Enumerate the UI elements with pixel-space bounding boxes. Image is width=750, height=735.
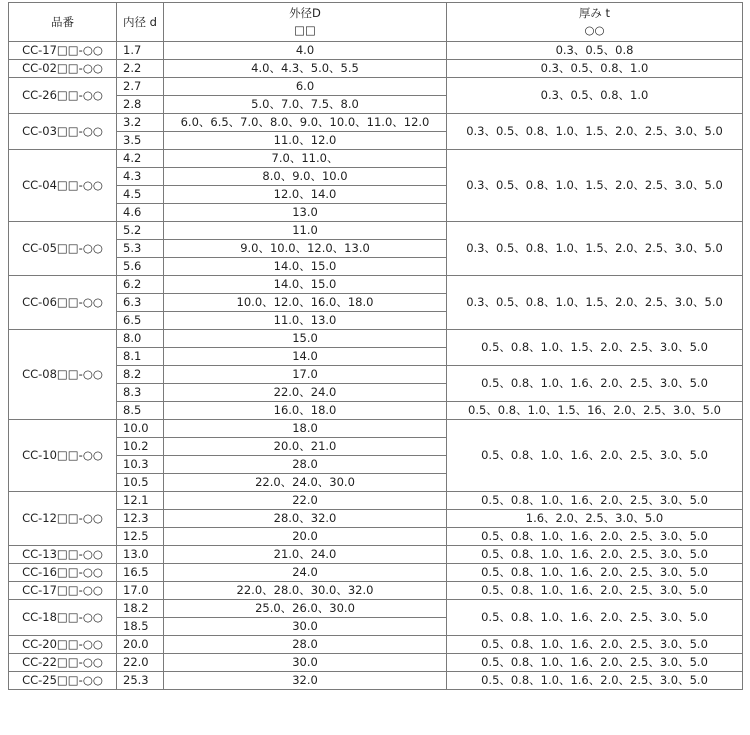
outer-diameter-cell: 20.0	[164, 528, 447, 546]
table-row	[9, 546, 743, 564]
outer-diameter-cell: 22.0、24.0、30.0	[164, 474, 447, 492]
outer-diameter-cell: 11.0、12.0	[164, 132, 447, 150]
thickness-cell: 0.5、0.8、1.0、1.5、2.0、2.5、3.0、5.0	[447, 330, 743, 366]
table-row	[9, 222, 743, 240]
header-code: 品番	[9, 3, 117, 42]
thickness-cell: 0.5、0.8、1.0、1.6、2.0、2.5、3.0、5.0	[447, 600, 743, 636]
thickness-cell: 0.3、0.5、0.8、1.0、1.5、2.0、2.5、3.0、5.0	[447, 114, 743, 150]
thickness-cell: 0.5、0.8、1.0、1.6、2.0、2.5、3.0、5.0	[447, 366, 743, 402]
outer-diameter-cell: 17.0	[164, 366, 447, 384]
inner-diameter-cell: 20.0	[117, 636, 164, 654]
inner-diameter-cell: 18.2	[117, 600, 164, 618]
inner-diameter-cell: 5.6	[117, 258, 164, 276]
thickness-cell: 1.6、2.0、2.5、3.0、5.0	[447, 510, 743, 528]
inner-diameter-cell: 6.2	[117, 276, 164, 294]
part-number-cell: CC-10□□-○○	[9, 420, 117, 492]
outer-diameter-cell: 14.0	[164, 348, 447, 366]
table-row	[9, 330, 743, 348]
inner-diameter-cell: 8.3	[117, 384, 164, 402]
inner-diameter-cell: 2.2	[117, 60, 164, 78]
table-row	[9, 402, 743, 420]
outer-diameter-cell: 14.0、15.0	[164, 276, 447, 294]
inner-diameter-cell: 6.5	[117, 312, 164, 330]
outer-diameter-cell: 15.0	[164, 330, 447, 348]
thickness-cell: 0.3、0.5、0.8、1.0、1.5、2.0、2.5、3.0、5.0	[447, 276, 743, 330]
header-thickness	[447, 3, 743, 42]
outer-diameter-cell: 25.0、26.0、30.0	[164, 600, 447, 618]
inner-diameter-cell: 8.2	[117, 366, 164, 384]
outer-diameter-cell: 14.0、15.0	[164, 258, 447, 276]
header-thickness-sub: ○○	[584, 23, 605, 37]
outer-diameter-cell: 11.0、13.0	[164, 312, 447, 330]
table-row	[9, 564, 743, 582]
inner-diameter-cell: 8.1	[117, 348, 164, 366]
outer-diameter-cell: 18.0	[164, 420, 447, 438]
outer-diameter-cell: 24.0	[164, 564, 447, 582]
outer-diameter-cell: 20.0、21.0	[164, 438, 447, 456]
thickness-cell: 0.5、0.8、1.0、1.6、2.0、2.5、3.0、5.0	[447, 564, 743, 582]
outer-diameter-cell: 21.0、24.0	[164, 546, 447, 564]
part-number-cell: CC-20□□-○○	[9, 636, 117, 654]
outer-diameter-cell: 22.0	[164, 492, 447, 510]
inner-diameter-cell: 25.3	[117, 672, 164, 690]
part-number-cell: CC-06□□-○○	[9, 276, 117, 330]
part-number-cell: CC-18□□-○○	[9, 600, 117, 636]
outer-diameter-cell: 4.0	[164, 42, 447, 60]
table-row	[9, 276, 743, 294]
outer-diameter-cell: 13.0	[164, 204, 447, 222]
outer-diameter-cell: 4.0、4.3、5.0、5.5	[164, 60, 447, 78]
header-row	[9, 3, 743, 42]
table-row	[9, 78, 743, 96]
outer-diameter-cell: 7.0、11.0、	[164, 150, 447, 168]
inner-diameter-cell: 4.2	[117, 150, 164, 168]
table-row	[9, 510, 743, 528]
outer-diameter-cell: 16.0、18.0	[164, 402, 447, 420]
part-number-cell: CC-13□□-○○	[9, 546, 117, 564]
inner-diameter-cell: 10.3	[117, 456, 164, 474]
outer-diameter-cell: 10.0、12.0、16.0、18.0	[164, 294, 447, 312]
thickness-cell: 0.3、0.5、0.8、1.0	[447, 60, 743, 78]
inner-diameter-cell: 17.0	[117, 582, 164, 600]
part-number-cell: CC-03□□-○○	[9, 114, 117, 150]
inner-diameter-cell: 10.0	[117, 420, 164, 438]
table-row	[9, 636, 743, 654]
thickness-cell: 0.5、0.8、1.0、1.6、2.0、2.5、3.0、5.0	[447, 492, 743, 510]
outer-diameter-cell: 8.0、9.0、10.0	[164, 168, 447, 186]
thickness-cell: 0.3、0.5、0.8、1.0、1.5、2.0、2.5、3.0、5.0	[447, 222, 743, 276]
inner-diameter-cell: 12.3	[117, 510, 164, 528]
thickness-cell: 0.3、0.5、0.8	[447, 42, 743, 60]
inner-diameter-cell: 13.0	[117, 546, 164, 564]
part-number-cell: CC-08□□-○○	[9, 330, 117, 420]
header-outer-label: 外径D	[289, 6, 321, 20]
inner-diameter-cell: 5.3	[117, 240, 164, 258]
outer-diameter-cell: 28.0、32.0	[164, 510, 447, 528]
part-number-cell: CC-04□□-○○	[9, 150, 117, 222]
table-row	[9, 654, 743, 672]
table-row	[9, 42, 743, 60]
outer-diameter-cell: 28.0	[164, 636, 447, 654]
inner-diameter-cell: 22.0	[117, 654, 164, 672]
thickness-cell: 0.5、0.8、1.0、1.6、2.0、2.5、3.0、5.0	[447, 420, 743, 492]
part-number-cell: CC-12□□-○○	[9, 492, 117, 546]
outer-diameter-cell: 22.0、24.0	[164, 384, 447, 402]
inner-diameter-cell: 5.2	[117, 222, 164, 240]
outer-diameter-cell: 22.0、28.0、30.0、32.0	[164, 582, 447, 600]
table-row	[9, 150, 743, 168]
outer-diameter-cell: 32.0	[164, 672, 447, 690]
inner-diameter-cell: 4.5	[117, 186, 164, 204]
table-row	[9, 492, 743, 510]
inner-diameter-cell: 4.6	[117, 204, 164, 222]
inner-diameter-cell: 3.2	[117, 114, 164, 132]
part-number-cell: CC-26□□-○○	[9, 78, 117, 114]
table-row	[9, 60, 743, 78]
inner-diameter-cell: 10.5	[117, 474, 164, 492]
part-number-cell: CC-16□□-○○	[9, 564, 117, 582]
table-row	[9, 420, 743, 438]
spec-table	[8, 2, 743, 690]
part-number-cell: CC-17□□-○○	[9, 42, 117, 60]
part-number-cell: CC-22□□-○○	[9, 654, 117, 672]
inner-diameter-cell: 2.7	[117, 78, 164, 96]
outer-diameter-cell: 9.0、10.0、12.0、13.0	[164, 240, 447, 258]
thickness-cell: 0.5、0.8、1.0、1.6、2.0、2.5、3.0、5.0	[447, 546, 743, 564]
outer-diameter-cell: 6.0	[164, 78, 447, 96]
inner-diameter-cell: 4.3	[117, 168, 164, 186]
thickness-cell: 0.5、0.8、1.0、1.6、2.0、2.5、3.0、5.0	[447, 636, 743, 654]
outer-diameter-cell: 11.0	[164, 222, 447, 240]
header-outer-sub: □□	[294, 23, 316, 37]
header-thickness-label: 厚み t	[578, 6, 611, 20]
table-row	[9, 672, 743, 690]
thickness-cell: 0.5、0.8、1.0、1.6、2.0、2.5、3.0、5.0	[447, 672, 743, 690]
inner-diameter-cell: 8.0	[117, 330, 164, 348]
outer-diameter-cell: 12.0、14.0	[164, 186, 447, 204]
inner-diameter-cell: 16.5	[117, 564, 164, 582]
outer-diameter-cell: 28.0	[164, 456, 447, 474]
thickness-cell: 0.5、0.8、1.0、1.6、2.0、2.5、3.0、5.0	[447, 654, 743, 672]
table-row	[9, 114, 743, 132]
table-row	[9, 366, 743, 384]
inner-diameter-cell: 8.5	[117, 402, 164, 420]
outer-diameter-cell: 5.0、7.0、7.5、8.0	[164, 96, 447, 114]
thickness-cell: 0.5、0.8、1.0、1.6、2.0、2.5、3.0、5.0	[447, 528, 743, 546]
inner-diameter-cell: 12.1	[117, 492, 164, 510]
thickness-cell: 0.5、0.8、1.0、1.5、16、2.0、2.5、3.0、5.0	[447, 402, 743, 420]
thickness-cell: 0.3、0.5、0.8、1.0、1.5、2.0、2.5、3.0、5.0	[447, 150, 743, 222]
header-inner-diameter: 内径 d	[117, 3, 164, 42]
part-number-cell: CC-17□□-○○	[9, 582, 117, 600]
outer-diameter-cell: 30.0	[164, 654, 447, 672]
inner-diameter-cell: 12.5	[117, 528, 164, 546]
inner-diameter-cell: 6.3	[117, 294, 164, 312]
part-number-cell: CC-25□□-○○	[9, 672, 117, 690]
inner-diameter-cell: 2.8	[117, 96, 164, 114]
part-number-cell: CC-02□□-○○	[9, 60, 117, 78]
header-outer-diameter	[164, 3, 447, 42]
outer-diameter-cell: 6.0、6.5、7.0、8.0、9.0、10.0、11.0、12.0	[164, 114, 447, 132]
table-row	[9, 528, 743, 546]
inner-diameter-cell: 10.2	[117, 438, 164, 456]
table-row	[9, 582, 743, 600]
thickness-cell: 0.3、0.5、0.8、1.0	[447, 78, 743, 114]
part-number-cell: CC-05□□-○○	[9, 222, 117, 276]
inner-diameter-cell: 18.5	[117, 618, 164, 636]
inner-diameter-cell: 1.7	[117, 42, 164, 60]
outer-diameter-cell: 30.0	[164, 618, 447, 636]
inner-diameter-cell: 3.5	[117, 132, 164, 150]
table-row	[9, 600, 743, 618]
thickness-cell: 0.5、0.8、1.0、1.6、2.0、2.5、3.0、5.0	[447, 582, 743, 600]
